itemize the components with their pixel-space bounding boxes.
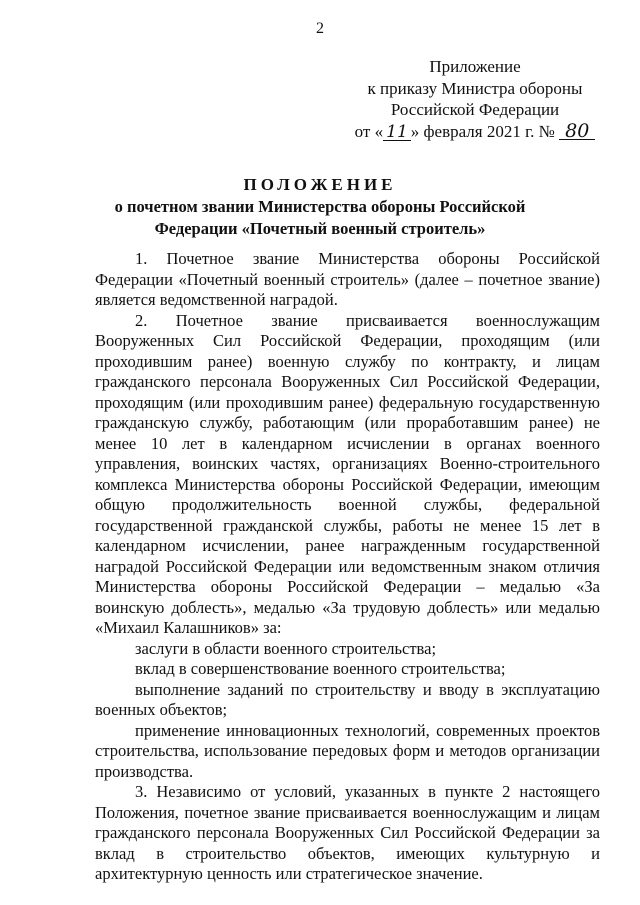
paragraph-3: 3. Независимо от условий, указанных в пункте 2 настоящего Положения, почетное звание присваивается военнослужащим и лицам гражданского персонала Вооруженных Сил Российской Федерации за вклад в строительство объектов, имеющих культурную и архитектурную ценность или стратегическое значение. xyxy=(95,782,600,883)
date-prefix: от « xyxy=(354,121,384,141)
appendix-order-ref: к приказу Министра обороны xyxy=(367,78,583,98)
paragraph-1: 1. Почетное звание Министерства обороны Российской Федерации «Почетный военный строитель» (далее – почетное звание) является ведомственной наградой. xyxy=(95,249,600,309)
handwritten-day: 11 xyxy=(383,124,411,141)
list-item: применение инновационных технологий, современных проектов строительства, использование передовых форм и методов организации производства. xyxy=(95,720,600,781)
page-number: 2 xyxy=(316,20,324,37)
handwritten-order-number: 80 xyxy=(559,123,595,140)
list-item: выполнение заданий по строительству и вводу в эксплуатацию военных объектов; xyxy=(95,679,600,719)
paragraph-2: 2. Почетное звание присваивается военнослужащим Вооруженных Сил Российской Федерации, проходящим (или проходившим ранее) военную службу по контракту, и лицам гражданского персонала Вооруженных Сил Российской Федерации, проходящим (или проходившим ранее) федеральную государственную гражданскую службу, работающим (или проработавшим ранее) не менее 10 лет в календарном исчислении в органах военного управления, воинских частях, организациях Военно-строительного комплекса Министерства обороны Российской Федерации, имеющим общую продолжительность военной службы, федеральной государственной гражданской службы, работы не менее 15 лет в календарном исчислении, ранее награжденным государственной наградой Российской Федерации или ведомственным знаком отличия Министерства обороны Российской Федерации – медалью «За воинскую доблесть», медалью «За трудовую доблесть» или медалью «Михаил Калашников» за: xyxy=(95,310,600,637)
document-subtitle: о почетном звании Министерства обороны Российской Федерации «Почетный военный строитель» xyxy=(114,197,526,238)
appendix-header xyxy=(340,56,610,142)
appendix-country: Российской Федерации xyxy=(390,100,560,119)
date-suffix: » февраля 2021 г. № xyxy=(410,121,555,141)
appendix-date-line xyxy=(340,121,610,143)
appendix-label: Приложение xyxy=(429,57,521,76)
list-item: заслуги в области военного строительства; xyxy=(135,638,437,658)
list-item: вклад в совершенствование военного строительства; xyxy=(135,659,506,678)
document-title: ПОЛОЖЕНИЕ xyxy=(243,175,397,194)
document-body xyxy=(95,249,600,885)
